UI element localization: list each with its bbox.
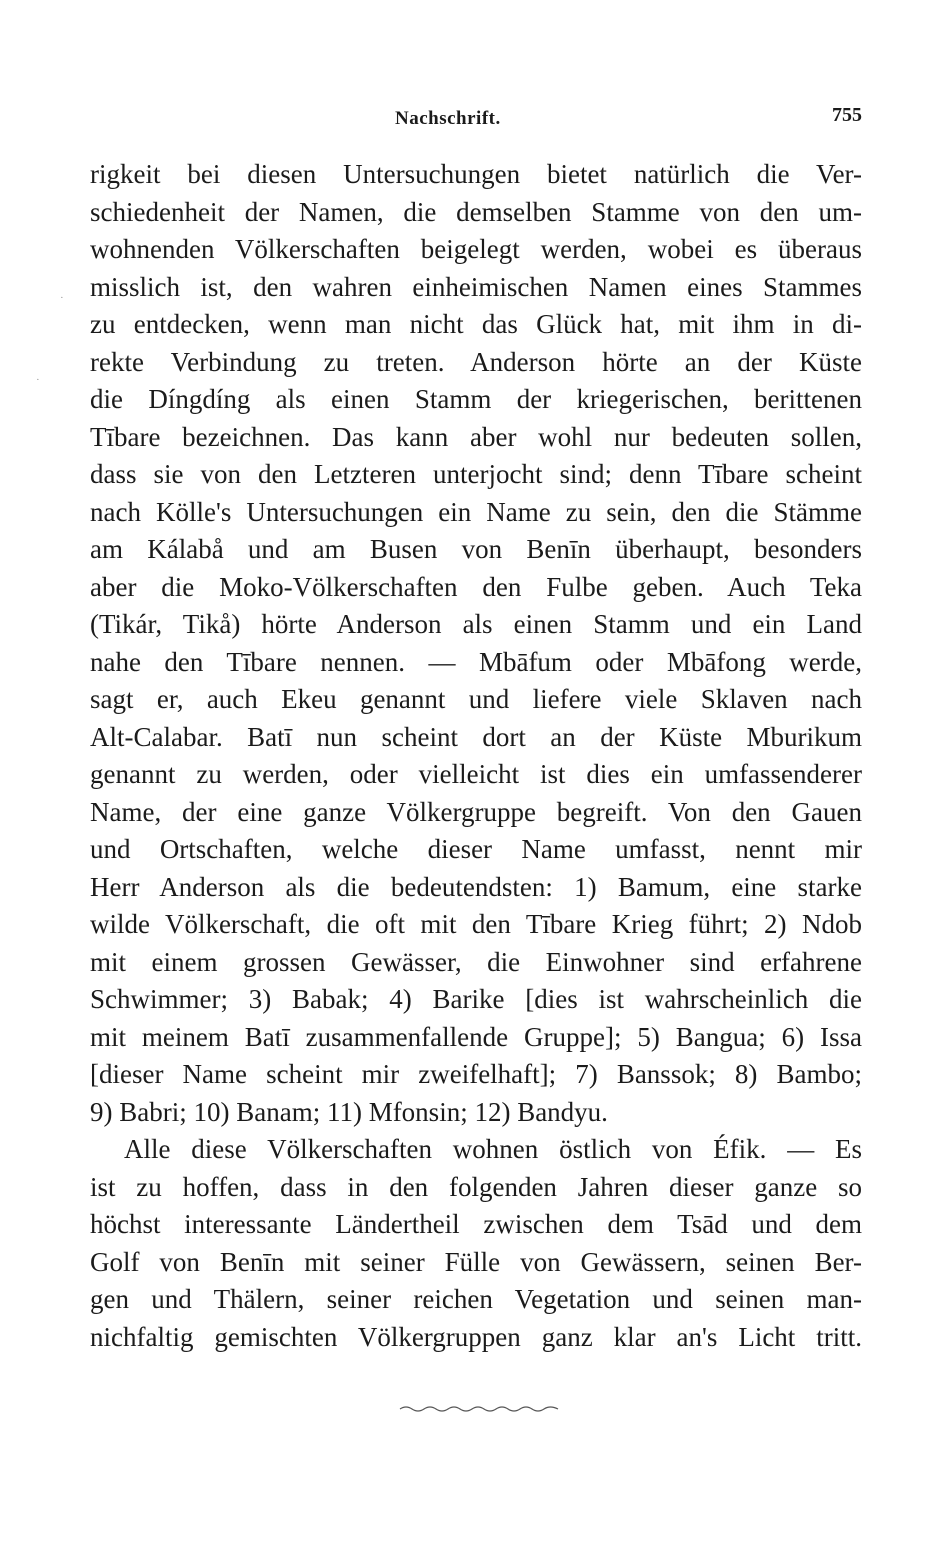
text-line: mit einem grossen Gewässer, die Einwohner sind erfahrene <box>90 946 862 977</box>
text-line: dass sie von den Letzteren unterjocht sind; denn Tībare scheint <box>90 459 862 489</box>
text-line: die Díngdíng als einen Stamm der kriegerischen, berittenen <box>90 384 862 414</box>
text-line: nichfaltig gemischten Völkergruppen ganz klar an's Licht tritt. <box>90 1321 862 1352</box>
text-line: Schwimmer; 3) Babak; 4) Barike [dies ist wahrscheinlich die <box>90 984 862 1014</box>
paragraph-1 <box>90 156 862 1131</box>
text-line: zu entdecken, wenn man nicht das Glück hat, mit ihm in di- <box>90 309 862 339</box>
end-ornament <box>398 1403 562 1415</box>
text-line: Tībare bezeichnen. Das kann aber wohl nur bedeuten sollen, <box>90 421 862 452</box>
paragraph-2 <box>90 1131 862 1356</box>
text-line: wilde Völkerschaft, die oft mit den Tībare Krieg führt; 2) Ndob <box>90 909 862 939</box>
text-line: wohnenden Völkerschaften beigelegt werden, wobei es überaus <box>90 234 862 264</box>
body-text <box>90 156 862 1356</box>
text-line: mit meinem Batī zusammenfallende Gruppe]; 5) Bangua; 6) Issa <box>90 1021 862 1052</box>
text-line: (Tikár, Tikå) hörte Anderson als einen Stamm und ein Land <box>90 609 862 639</box>
text-line: misslich ist, den wahren einheimischen Namen eines Stammes <box>90 271 862 302</box>
margin-speck: · <box>60 292 64 304</box>
text-line: Alle diese Völkerschaften wohnen östlich von Éfik. — Es <box>124 1134 862 1164</box>
text-line: genannt zu werden, oder vielleicht ist dies ein umfassenderer <box>90 759 862 789</box>
text-line: gen und Thälern, seiner reichen Vegetation und seinen man- <box>90 1284 862 1314</box>
text-line: nach Kölle's Untersuchungen ein Name zu sein, den die Stämme <box>90 496 862 527</box>
margin-speck: · <box>36 374 40 386</box>
text-line: nahe den Tībare nennen. — Mbāfum oder Mbāfong werde, <box>90 646 862 677</box>
text-line: [dieser Name scheint mir zweifelhaft]; 7) Banssok; 8) Bambo; <box>90 1059 862 1089</box>
page-number: 755 <box>832 104 862 126</box>
text-line: Herr Anderson als die bedeutendsten: 1) Bamum, eine starke <box>90 871 862 902</box>
text-line: Golf von Benīn mit seiner Fülle von Gewässern, seinen Ber- <box>90 1246 862 1277</box>
text-line: Alt-Calabar. Batī nun scheint dort an der Küste Mburikum <box>90 721 862 752</box>
text-line: höchst interessante Ländertheil zwischen dem Tsād und dem <box>90 1209 862 1239</box>
text-line: 9) Babri; 10) Banam; 11) Mfonsin; 12) Bandyu. <box>90 1096 608 1127</box>
text-line: ist zu hoffen, dass in den folgenden Jahren dieser ganze so <box>90 1171 862 1202</box>
text-line: und Ortschaften, welche dieser Name umfasst, nennt mir <box>90 834 862 864</box>
running-title: Nachschrift. <box>395 108 501 129</box>
text-line: am Kálabå und am Busen von Benīn überhaupt, besonders <box>90 534 862 564</box>
text-line: rekte Verbindung zu treten. Anderson hörte an der Küste <box>90 346 862 377</box>
text-line: schiedenheit der Namen, die demselben Stamme von den um- <box>90 196 862 227</box>
text-line: aber die Moko-Völkerschaften den Fulbe geben. Auch Teka <box>90 571 862 602</box>
text-line: Name, der eine ganze Völkergruppe begreift. Von den Gauen <box>90 796 862 827</box>
text-line: sagt er, auch Ekeu genannt und liefere viele Sklaven nach <box>90 684 862 714</box>
text-line: rigkeit bei diesen Untersuchungen bietet natürlich die Ver- <box>90 159 862 189</box>
running-head <box>90 104 862 134</box>
